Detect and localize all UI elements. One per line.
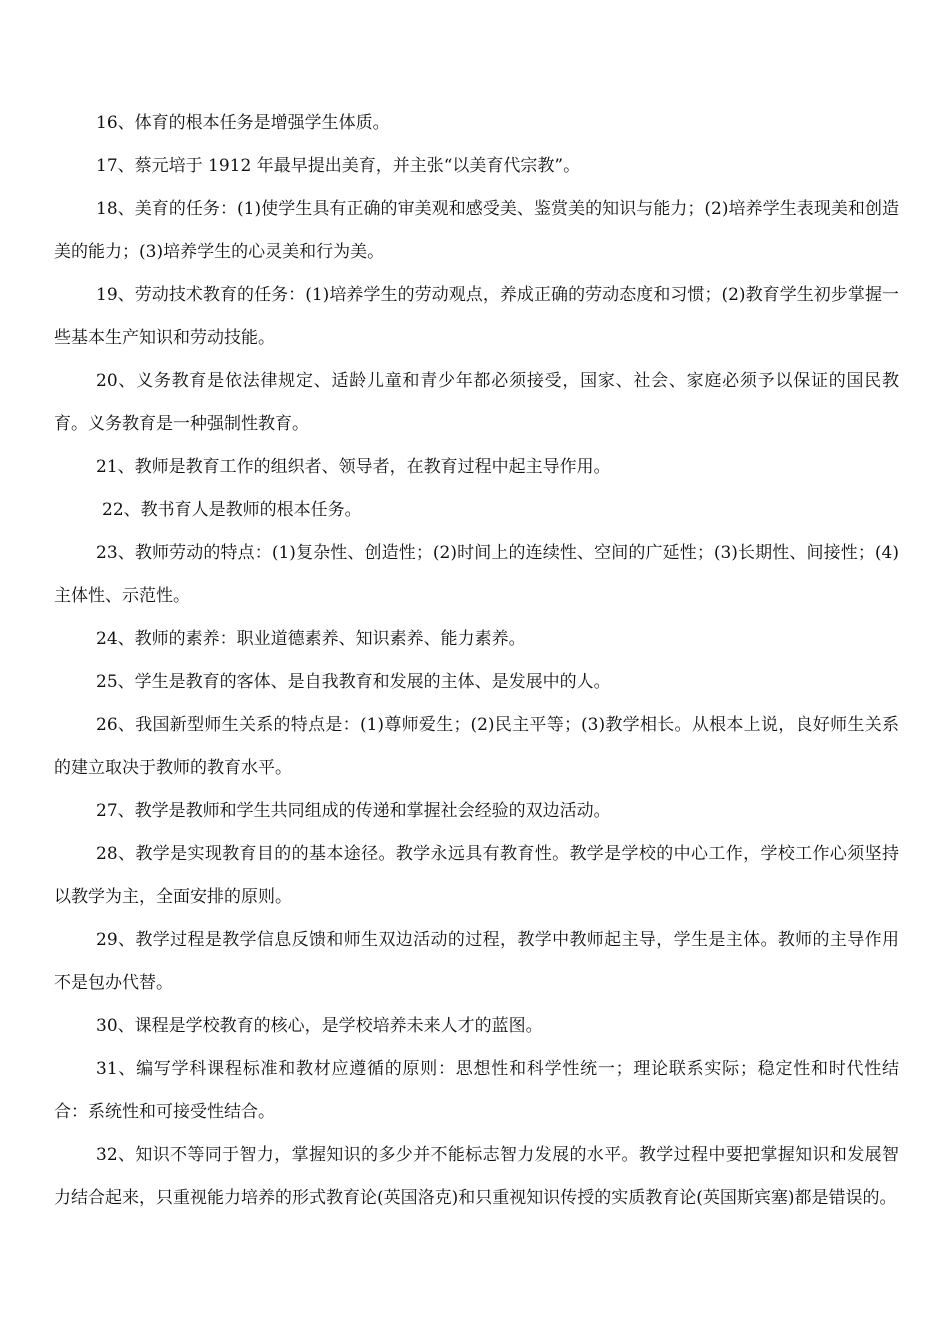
paragraph-20: 20、义务教育是依法律规定、适龄儿童和青少年都必须接受，国家、社会、家庭必须予以保证的国民教育。义务教育是一种强制性教育。 [54, 371, 899, 434]
paragraph-23: 23、教师劳动的特点：(1)复杂性、创造性；(2)时间上的连续性、空间的广延性；(3)长期性、间接性；(4)主体性、示范性。 [54, 543, 899, 606]
paragraph-29: 29、教学过程是教学信息反馈和师生双边活动的过程，教学中教师起主导，学生是主体。教师的主导作用不是包办代替。 [54, 930, 899, 993]
paragraph-24: 24、教师的素养：职业道德素养、知识素养、能力素养。 [96, 629, 526, 649]
paragraph-32: 32、知识不等同于智力，掌握知识的多少并不能标志智力发展的水平。教学过程中要把掌握知识和发展智力结合起来，只重视能力培养的形式教育论(英国洛克)和只重视知识传授的实质教育论(英国斯宾塞)都是错误的。 [54, 1145, 899, 1208]
paragraph-17: 17、蔡元培于 1912 年最早提出美育，并主张“以美育代宗教”。 [96, 156, 581, 176]
paragraph-26: 26、我国新型师生关系的特点是：(1)尊师爱生；(2)民主平等；(3)教学相长。从根本上说，良好师生关系的建立取决于教师的教育水平。 [54, 715, 899, 778]
paragraph-25: 25、学生是教育的客体、是自我教育和发展的主体、是发展中的人。 [96, 672, 611, 692]
paragraph-18: 18、美育的任务：(1)使学生具有正确的审美观和感受美、鉴赏美的知识与能力；(2)培养学生表现美和创造美的能力；(3)培养学生的心灵美和行为美。 [54, 199, 899, 262]
paragraph-28: 28、教学是实现教育目的的基本途径。教学永远具有教育性。教学是学校的中心工作，学校工作心须坚持以教学为主，全面安排的原则。 [54, 844, 899, 907]
paragraph-30: 30、课程是学校教育的核心，是学校培养未来人才的蓝图。 [96, 1016, 543, 1036]
paragraph-21: 21、教师是教育工作的组织者、领导者，在教育过程中起主导作用。 [96, 457, 611, 477]
document-body [54, 102, 899, 1220]
paragraph-16: 16、体育的根本任务是增强学生体质。 [96, 113, 390, 133]
paragraph-31: 31、编写学科课程标准和教材应遵循的原则：思想性和科学性统一；理论联系实际；稳定性和时代性结合：系统性和可接受性结合。 [54, 1059, 899, 1122]
paragraph-22: 22、教书育人是教师的根本任务。 [102, 500, 362, 520]
paragraph-19: 19、劳动技术教育的任务：(1)培养学生的劳动观点，养成正确的劳动态度和习惯；(2)教育学生初步掌握一些基本生产知识和劳动技能。 [54, 285, 899, 348]
paragraph-27: 27、教学是教师和学生共同组成的传递和掌握社会经验的双边活动。 [96, 801, 611, 821]
